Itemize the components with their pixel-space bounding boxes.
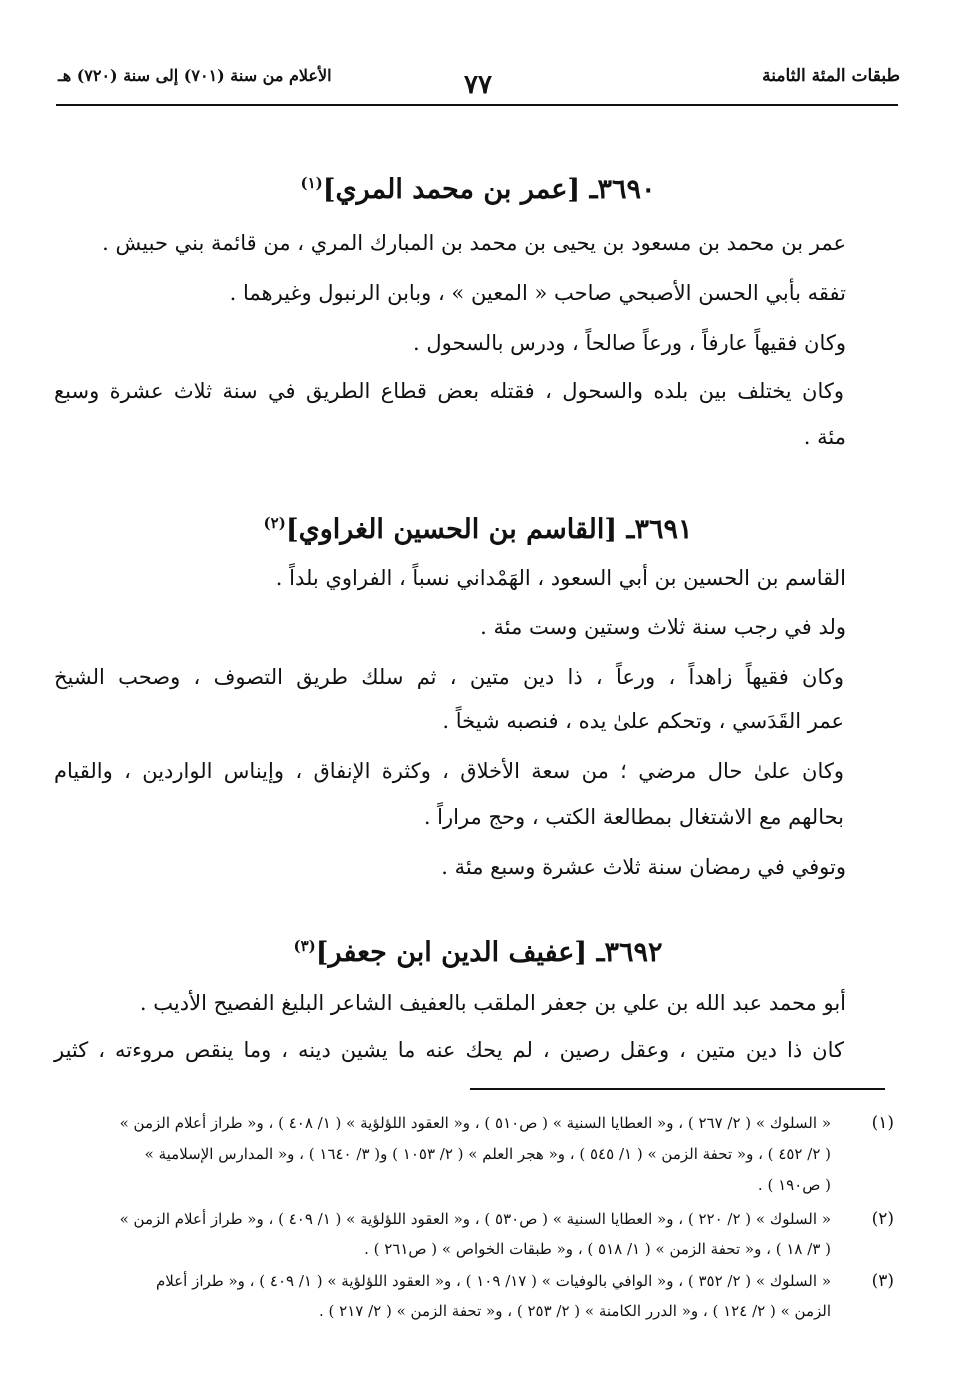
footnote-number: (١) bbox=[871, 1113, 894, 1133]
running-header-right: طبقات المئة الثامنة bbox=[762, 66, 900, 86]
entry-title-text: ٣٦٩٢ـ [عفيف الدين ابن جعفر] bbox=[315, 937, 663, 968]
entry-title bbox=[0, 505, 956, 548]
body-line: وكان فقيهاً عارفاً ، ورعاً صالحاً ، ودرس بالسحول . bbox=[413, 331, 846, 355]
footnote-ref: (٣) bbox=[293, 937, 316, 955]
body-line: وكان فقيهاً زاهداً ، ورعاً ، ذا دين متين ، ثم سلك طريق التصوف ، وصحب الشيخ bbox=[54, 665, 844, 689]
body-line: تفقه بأبي الحسن الأصبحي صاحب « المعين » ، وبابن الرنبول وغيرهما . bbox=[229, 281, 846, 305]
entry-title bbox=[0, 928, 956, 971]
footnote-ref: (٢) bbox=[263, 514, 286, 532]
running-header-left: الأعلام من سنة (٧٠١) إلى سنة (٧٢٠) هـ bbox=[58, 66, 332, 85]
page-number: ٧٧ bbox=[464, 70, 492, 100]
footnote-line: « السلوك » ( ٢/ ٢٢٠ ) ، و« العطايا السنية » ( ص٥٣٠ ) ، و« العقود اللؤلؤية » ( ١/ ٤٠٩ ) ، و« طراز أعلام الزمن » bbox=[119, 1210, 831, 1228]
footnote-number: (٢) bbox=[871, 1209, 894, 1229]
footnote-line: « السلوك » ( ٢/ ٣٥٢ ) ، و« الوافي بالوفيات » ( ١٧/ ١٠٩ ) ، و« العقود اللؤلؤية » ( ١/ ٤٠٩ ) ، و« طراز أعلام bbox=[155, 1272, 831, 1290]
footnote-line: « السلوك » ( ٢/ ٢٦٧ ) ، و« العطايا السنية » ( ص٥١٠ ) ، و« العقود اللؤلؤية » ( ١/ ٤٠٨ ) ، و« طراز أعلام الزمن » bbox=[119, 1114, 831, 1132]
footnote-rule bbox=[470, 1088, 885, 1090]
body-line: وتوفي في رمضان سنة ثلاث عشرة وسبع مئة . bbox=[441, 855, 846, 879]
body-line: القاسم بن الحسين بن أبي السعود ، الهَمْداني نسباً ، الفراوي بلداً . bbox=[275, 566, 846, 590]
body-line: ولد في رجب سنة ثلاث وستين وست مئة . bbox=[480, 615, 846, 639]
body-line: كان ذا دين متين ، وعقل رصين ، لم يحك عنه ما يشين دينه ، وما ينقص مروءته ، كثير bbox=[54, 1038, 844, 1062]
body-line: مئة . bbox=[803, 425, 846, 449]
entry-title bbox=[0, 165, 956, 208]
body-line: عمر بن محمد بن مسعود بن يحيى بن محمد بن المبارك المري ، من قائمة بني حبيش . bbox=[102, 231, 846, 255]
body-line: وكان علىٰ حال مرضي ؛ من سعة الأخلاق ، وكثرة الإنفاق ، وإيناس الواردين ، والقيام bbox=[54, 759, 844, 783]
entry-title-text: ٣٦٩٠ـ [عمر بن محمد المري] bbox=[322, 174, 656, 205]
body-line: وكان يختلف بين بلده والسحول ، فقتله بعض قطاع الطريق في سنة ثلاث عشرة وسبع bbox=[54, 379, 844, 403]
header-rule bbox=[56, 104, 898, 106]
footnote-line: ( ص١٩٠ ) . bbox=[757, 1176, 831, 1194]
footnote-ref: (١) bbox=[300, 174, 323, 192]
footnote-line: ( ٣/ ١٨ ) ، و« تحفة الزمن » ( ١/ ٥١٨ ) ، و« طبقات الخواص » ( ص٢٦١ ) . bbox=[364, 1240, 831, 1258]
body-line: أبو محمد عبد الله بن علي بن جعفر الملقب بالعفيف الشاعر البليغ الفصيح الأديب . bbox=[139, 991, 846, 1015]
footnote-number: (٣) bbox=[871, 1271, 894, 1291]
footnote-line: الزمن » ( ٢/ ١٢٤ ) ، و« الدرر الكامنة » ( ٢/ ٢٥٣ ) ، و« تحفة الزمن » ( ٢/ ٢١٧ ) . bbox=[319, 1302, 831, 1320]
body-line: بحالهم مع الاشتغال بمطالعة الكتب ، وحج مراراً . bbox=[423, 805, 844, 829]
body-line: عمر القَدَسي ، وتحكم علىٰ يده ، فنصبه شيخاً . bbox=[442, 709, 844, 733]
footnote-line: ( ٢/ ٤٥٢ ) ، و« تحفة الزمن » ( ١/ ٥٤٥ ) ، و« هجر العلم » ( ٢/ ١٠٥٣ ) و( ٣/ ١٦٤٠ ) ، و« المدارس الإسلامية » bbox=[144, 1145, 831, 1163]
entry-title-text: ٣٦٩١ـ [القاسم بن الحسين الغراوي] bbox=[285, 514, 693, 545]
